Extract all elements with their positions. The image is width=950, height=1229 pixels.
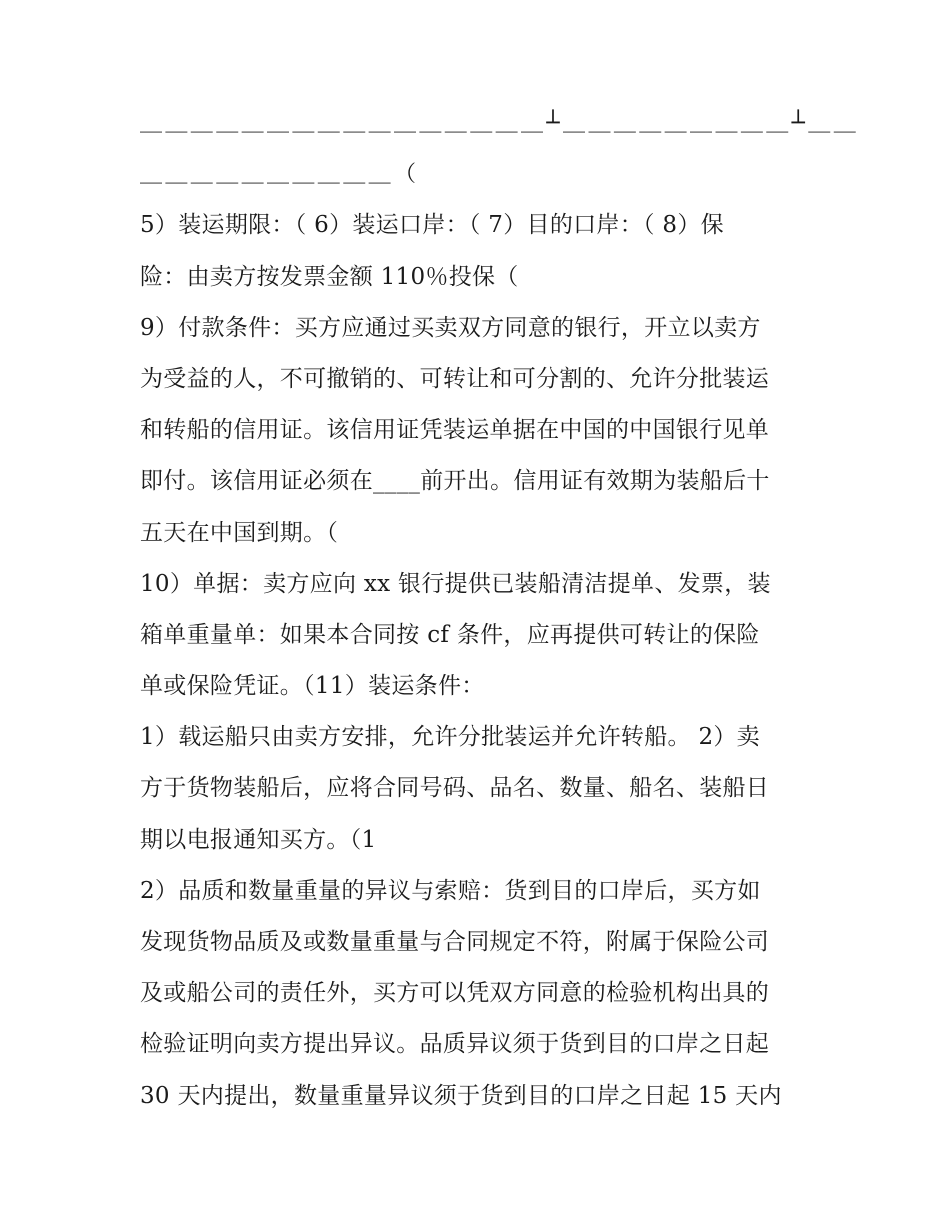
- text-line: 10）单据：卖方应向 xx 银行提供已装船清洁提单、发票，装: [140, 570, 771, 597]
- text-line: 五天在中国到期。（: [140, 519, 339, 546]
- text-line: 及或船公司的责任外，买方可以凭双方同意的检验机构出具的: [140, 980, 770, 1007]
- text-line: 9）付款条件：买方应通过买卖双方同意的银行，开立以卖方: [140, 314, 761, 341]
- text-line: 5）装运期限：（ 6）装运口岸：（ 7）目的口岸：（ 8）保: [140, 212, 724, 239]
- text-line: ＿＿＿＿＿＿＿＿＿＿（: [140, 162, 420, 188]
- text-line: 方于货物装船后，应将合同号码、品名、数量、船名、装船日: [140, 775, 770, 802]
- text-line: 和转船的信用证。该信用证凭装运单据在中国的中国银行见单: [140, 417, 770, 444]
- text-line: ＿＿＿＿＿＿＿＿＿＿＿＿＿＿＿＿┴＿＿＿＿＿＿＿＿＿┴＿＿: [140, 111, 860, 136]
- text-line: 检验证明向卖方提出异议。品质异议须于货到目的口岸之日起: [140, 1031, 770, 1058]
- text-line: 发现货物品质及或数量重量与合同规定不符，附属于保险公司: [140, 929, 770, 955]
- text-line: 30 天内提出，数量重量异议须于货到目的口岸之日起 15 天内: [140, 1082, 782, 1109]
- text-line: 单或保险凭证。（11）装运条件：: [140, 673, 485, 700]
- text-line: 期以电报通知买方。（1: [140, 826, 377, 853]
- text-line: 1）载运船只由卖方安排，允许分批装运并允许转船。 2）卖: [140, 724, 760, 751]
- text-line: 2）品质和数量重量的异议与索赔：货到目的口岸后，买方如: [140, 877, 761, 904]
- text-line: 险：由卖方按发票金额 110％投保（: [140, 263, 519, 290]
- text-line: 为受益的人，不可撤销的、可转让和可分割的、允许分批装运: [140, 365, 770, 392]
- text-line: 即付。该信用证必须在____前开出。信用证有效期为装船后十: [140, 468, 770, 495]
- document-page: [140, 98, 860, 1122]
- text-line: 箱单重量单：如果本合同按 cf 条件，应再提供可转让的保险: [140, 621, 760, 648]
